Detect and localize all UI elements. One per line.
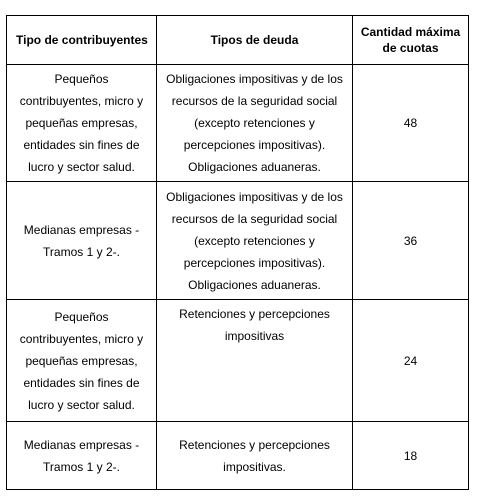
header-contributor-type: Tipo de contribuyentes bbox=[7, 16, 157, 65]
installments-cell: 48 bbox=[353, 65, 469, 182]
table-row bbox=[7, 422, 469, 490]
installments-table bbox=[6, 15, 469, 490]
header-max-installments: Cantidad máxima de cuotas bbox=[353, 16, 469, 65]
contributor-cell: Medianas empresas - Tramos 1 y 2-. bbox=[7, 182, 157, 300]
debt-cell: Retenciones y percepciones impositivas bbox=[157, 300, 353, 422]
table-row bbox=[7, 182, 469, 300]
installments-cell: 24 bbox=[353, 300, 469, 422]
debt-cell: Retenciones y percepciones impositivas. bbox=[157, 422, 353, 490]
contributor-cell: Pequeños contribuyentes, micro y pequeñas empresas, entidades sin fines de lucro y sector salud. bbox=[7, 300, 157, 422]
installments-cell: 18 bbox=[353, 422, 469, 490]
installments-cell: 36 bbox=[353, 182, 469, 300]
debt-cell: Obligaciones impositivas y de los recursos de la seguridad social (excepto retenciones y percepciones impositivas). Obligaciones aduaneras. bbox=[157, 65, 353, 182]
debt-cell: Obligaciones impositivas y de los recursos de la seguridad social (excepto retenciones y percepciones impositivas). Obligaciones aduaneras. bbox=[157, 182, 353, 300]
header-debt-type: Tipos de deuda bbox=[157, 16, 353, 65]
table-row bbox=[7, 65, 469, 182]
contributor-cell: Medianas empresas - Tramos 1 y 2-. bbox=[7, 422, 157, 490]
contributor-cell: Pequeños contribuyentes, micro y pequeñas empresas, entidades sin fines de lucro y sector salud. bbox=[7, 65, 157, 182]
table-row bbox=[7, 300, 469, 422]
table-header-row bbox=[7, 16, 469, 65]
